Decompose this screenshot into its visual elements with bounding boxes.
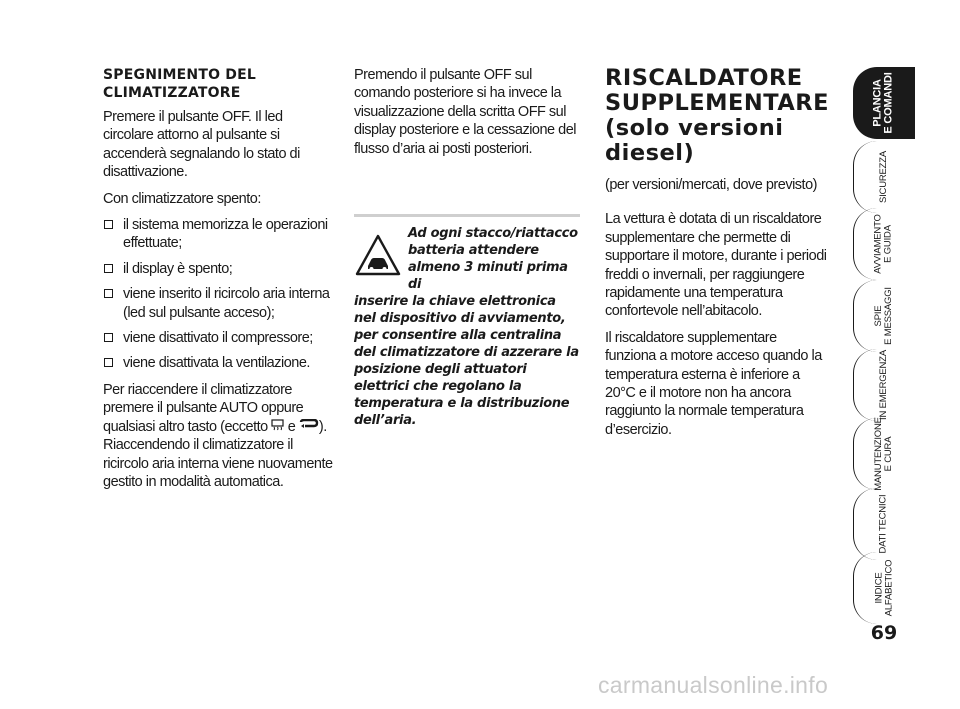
- section-title-riscaldatore: [605, 66, 831, 166]
- chapter-tab-strip: [853, 40, 915, 672]
- warning-lead: Ad ogni stacco/riattacco batteria attendere almeno 3 minuti prima di: [408, 226, 578, 293]
- list-item-text: viene inserito il ricircolo aria interna (led sul pulsante acceso);: [123, 286, 330, 321]
- checkbox-bullet-icon: [104, 289, 113, 298]
- tab-label: INDICE ALFABETICO: [872, 559, 894, 617]
- tab-avviamento-e-guida[interactable]: [853, 208, 915, 280]
- subnote: (per versioni/mercati, dove previsto): [605, 177, 817, 193]
- checkbox-bullet-icon: [104, 220, 113, 229]
- paragraph: Il riscaldatore supplementare funziona a motore acceso quando la temperatura esterna è inferiore a 20°C e il motore non ha ancora raggiunto la normale temperatura d’esercizio.: [605, 329, 822, 438]
- rear-defrost-icon: [271, 418, 284, 436]
- paragraph: Premendo il pulsante OFF sul comando posteriore si ha invece la visualizzazione della scritta OFF sul display posteriore e la cessazione del flusso d’aria ai posti posteriori.: [354, 67, 576, 157]
- title-line: (solo versioni: [605, 115, 784, 141]
- title-line: SUPPLEMENTARE: [605, 90, 829, 116]
- recirculation-icon: [299, 418, 319, 436]
- tab-label: SPIE E MESSAGGI: [873, 287, 894, 345]
- watermark: carmanualsonline.info: [598, 672, 829, 698]
- tab-sicurezza[interactable]: [853, 141, 915, 213]
- paragraph-riaccendere: [103, 381, 335, 491]
- checkbox-bullet-icon: [104, 358, 113, 367]
- tab-indice-alfabetico[interactable]: [853, 552, 915, 624]
- warning-rest: inserire la chiave elettronica nel dispositivo di avviamento, per consentire alla centralina del climatizzatore di azzerare la posizione degli attuatori elettrici che regolano la temperatura e la distribuzione dell’aria.: [354, 294, 579, 429]
- tab-label: MANUTENZIONE E CURA: [873, 417, 895, 491]
- title-line: diesel): [605, 140, 695, 166]
- tab-label: AVVIAMENTO E GUIDA: [872, 214, 894, 274]
- tab-dati-tecnici[interactable]: [853, 488, 915, 560]
- checkbox-bullet-icon: [104, 264, 113, 273]
- tab-label: DATI TECNICI: [877, 494, 889, 554]
- text-part: e: [284, 418, 299, 435]
- bullet-list: [103, 216, 335, 373]
- section-heading-spegnimento: SPEGNIMENTO DEL CLIMATIZZATORE: [103, 67, 256, 101]
- tab-in-emergenza[interactable]: [853, 349, 915, 421]
- text-part: ). Riaccendendo il climatizzatore il ricircolo aria interna viene nuovamente gestito in modalità automatica.: [103, 418, 333, 490]
- list-item-text: viene disattivata la ventilazione.: [123, 355, 310, 372]
- column-middle: [354, 66, 580, 429]
- car-warning-triangle-icon: [354, 233, 402, 277]
- tab-label: PLANCIA E COMANDI: [872, 72, 895, 134]
- list-item: [103, 285, 335, 322]
- paragraph: Con climatizzatore spento:: [103, 190, 261, 207]
- page-number: 69: [870, 622, 898, 644]
- list-item: [103, 329, 335, 347]
- list-item: [103, 354, 335, 372]
- title-line: RISCALDATORE: [605, 65, 803, 91]
- tab-label: IN EMERGENZA: [878, 350, 890, 420]
- list-item-text: il display è spento;: [123, 260, 233, 277]
- tab-spie-e-messaggi[interactable]: [853, 280, 915, 352]
- tab-plancia-e-comandi[interactable]: [853, 67, 915, 139]
- warning-divider: [354, 214, 580, 217]
- paragraph: La vettura è dotata di un riscaldatore supplementare che permette di supportare il motore, durante i periodi freddi o invernali, per raggiungere rapidamente una temperatura confortevole nell’abitacolo.: [605, 211, 827, 320]
- text-part: Per riaccendere il climatizzatore premere il pulsante AUTO oppure qualsiasi altro tasto (eccetto: [103, 381, 304, 435]
- list-item: [103, 216, 335, 253]
- warning-box: [354, 225, 580, 429]
- list-item: [103, 260, 335, 278]
- list-item-text: viene disattivato il compressore;: [123, 330, 313, 347]
- tab-manutenzione-e-cura[interactable]: [853, 418, 915, 490]
- tab-label: SICUREZZA: [877, 150, 889, 204]
- column-right: [605, 66, 831, 447]
- column-left: [103, 66, 335, 499]
- paragraph: Premere il pulsante OFF. Il led circolare attorno al pulsante si accenderà segnalando lo stato di disattivazione.: [103, 109, 300, 181]
- list-item-text: il sistema memorizza le operazioni effettuate;: [123, 217, 328, 252]
- checkbox-bullet-icon: [104, 333, 113, 342]
